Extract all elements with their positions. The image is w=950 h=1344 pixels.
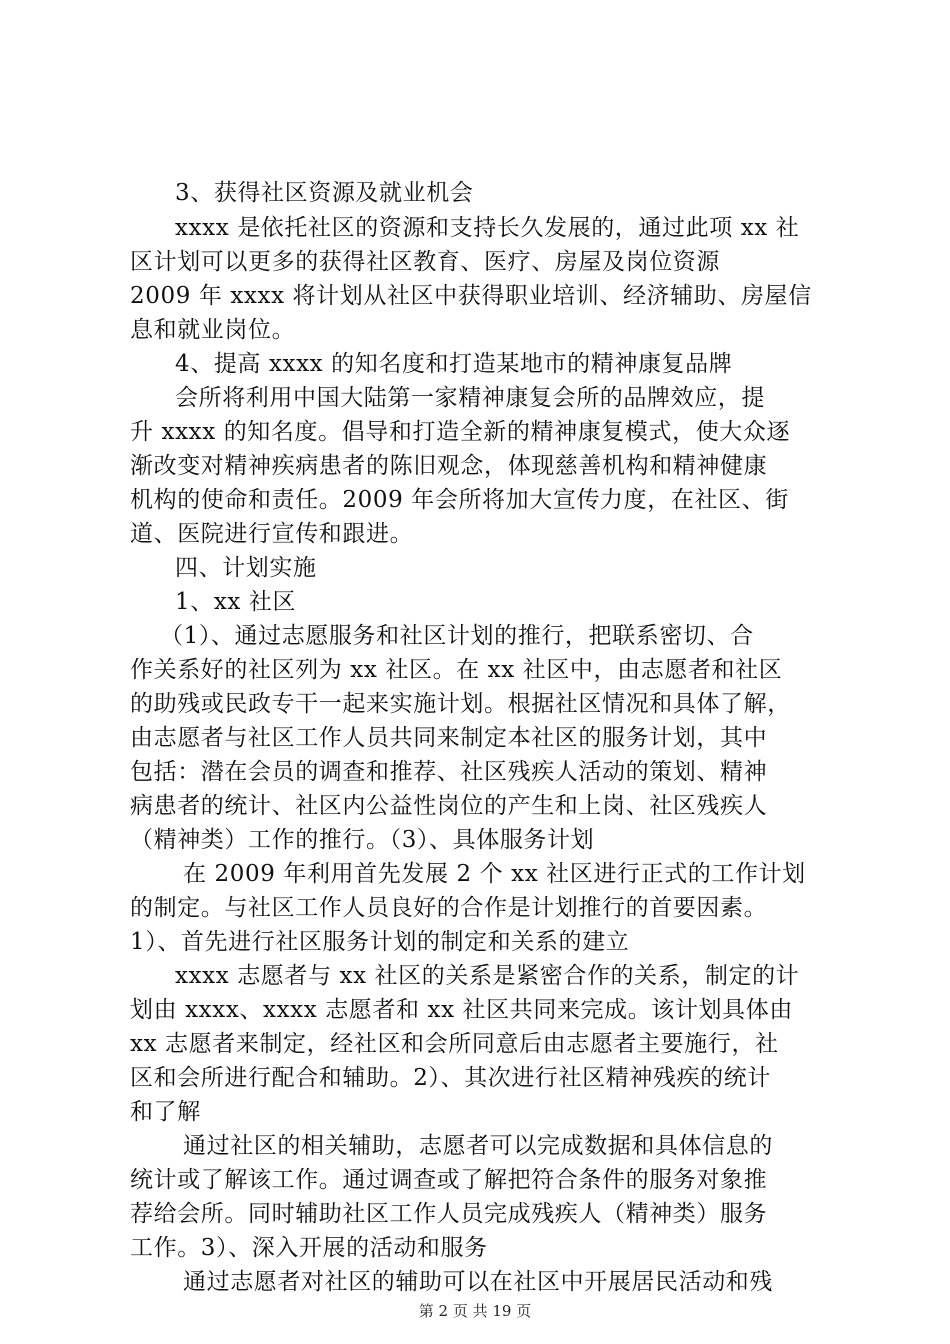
paragraph-line: 区计划可以更多的获得社区教育、医疗、房屋及岗位资源 <box>130 249 720 275</box>
paragraph-line: （1）、通过志愿服务和社区计划的推行，把联系密切、合 <box>160 623 754 649</box>
section-heading: 四、计划实施 <box>175 555 317 581</box>
paragraph-line: 升 xxxx 的知名度。倡导和打造全新的精神康复模式，使大众逐 <box>130 419 791 445</box>
paragraph-line: 统计或了解该工作。通过调查或了解把符合条件的服务对象推 <box>130 1167 768 1193</box>
paragraph-line: 2009 年 xxxx 将计划从社区中获得职业培训、经济辅助、房屋信 <box>130 283 812 309</box>
paragraph-line: 在 2009 年利用首先发展 2 个 xx 社区进行正式的工作计划 <box>183 861 806 887</box>
paragraph-line: xx 志愿者来制定，经社区和会所同意后由志愿者主要施行，社 <box>130 1031 779 1057</box>
paragraph-line: 道、医院进行宣传和跟进。 <box>130 521 414 547</box>
paragraph-line: 的制定。与社区工作人员良好的合作是计划推行的首要因素。 <box>130 895 768 921</box>
heading-4: 4、提高 xxxx 的知名度和打造某地市的精神康复品牌 <box>175 351 733 377</box>
paragraph-line: 工作。3）、深入开展的活动和服务 <box>130 1235 488 1261</box>
page-number-footer: 第 2 页 共 19 页 <box>418 1302 532 1320</box>
paragraph-line: 1）、首先进行社区服务计划的制定和关系的建立 <box>130 929 630 955</box>
paragraph-line: 和了解 <box>130 1099 201 1125</box>
paragraph-line: 作关系好的社区列为 xx 社区。在 xx 社区中，由志愿者和社区 <box>130 657 783 683</box>
heading-3: 3、获得社区资源及就业机会 <box>175 180 474 206</box>
paragraph-line: 区和会所进行配合和辅助。2）、其次进行社区精神残疾的统计 <box>130 1065 771 1091</box>
paragraph-line: 的助残或民政专干一起来实施计划。根据社区情况和具体了解， <box>130 691 791 717</box>
paragraph-line: xxxx 是依托社区的资源和支持长久发展的，通过此项 xx 社 <box>175 215 800 241</box>
paragraph-line: 通过志愿者对社区的辅助可以在社区中开展居民活动和残 <box>183 1269 773 1295</box>
paragraph-line: 会所将利用中国大陆第一家精神康复会所的品牌效应，提 <box>175 385 765 411</box>
paragraph-line: 划由 xxxx、xxxx 志愿者和 xx 社区共同来完成。该计划具体由 <box>130 997 793 1023</box>
paragraph-line: 息和就业岗位。 <box>130 317 296 343</box>
paragraph-line: 包括：潜在会员的调查和推荐、社区残疾人活动的策划、精神 <box>130 759 768 785</box>
paragraph-line: 通过社区的相关辅助，志愿者可以完成数据和具体信息的 <box>183 1133 773 1159</box>
subsection-heading: 1、xx 社区 <box>175 589 297 615</box>
paragraph-line: 机构的使命和责任。2009 年会所将加大宣传力度，在社区、街 <box>130 487 789 513</box>
paragraph-line: 荐给会所。同时辅助社区工作人员完成残疾人（精神类）服务 <box>130 1201 768 1227</box>
paragraph-line: 渐改变对精神疾病患者的陈旧观念，体现慈善机构和精神健康 <box>130 453 768 479</box>
paragraph-line: （精神类）工作的推行。（3）、具体服务计划 <box>130 827 595 853</box>
paragraph-line: 由志愿者与社区工作人员共同来制定本社区的服务计划，其中 <box>130 725 768 751</box>
paragraph-line: xxxx 志愿者与 xx 社区的关系是紧密合作的关系，制定的计 <box>175 963 800 989</box>
paragraph-line: 病患者的统计、社区内公益性岗位的产生和上岗、社区残疾人 <box>130 793 768 819</box>
